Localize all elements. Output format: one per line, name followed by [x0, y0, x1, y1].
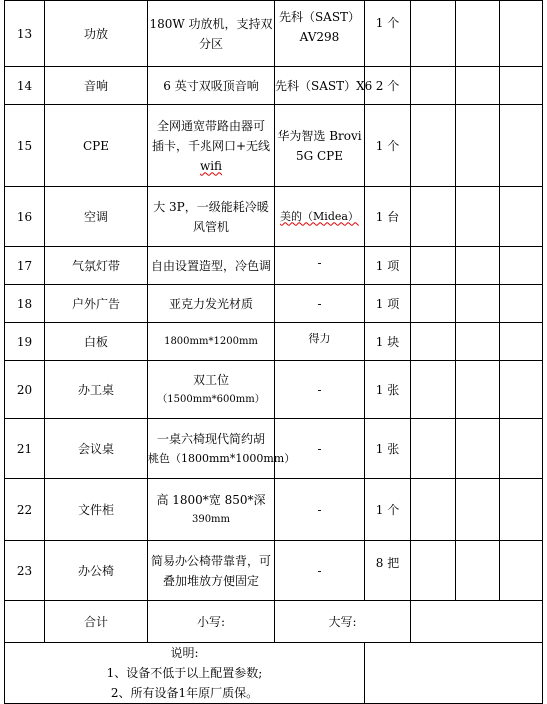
item-brand: - [275, 361, 365, 419]
notes-blank [365, 643, 543, 704]
notes [5, 643, 365, 704]
empty-cell [456, 1, 500, 67]
item-qty: 1 项 [365, 285, 411, 323]
item-brand: 美的（Midea） [275, 187, 365, 247]
empty-cell [411, 285, 456, 323]
empty-cell [411, 1, 456, 67]
empty-cell [500, 479, 543, 541]
item-name: 户外广告 [45, 285, 148, 323]
equipment-table [4, 0, 543, 704]
item-qty: 1 个 [365, 105, 411, 187]
item-name: 办公椅 [45, 541, 148, 601]
item-name: 空调 [45, 187, 148, 247]
empty-cell [456, 105, 500, 187]
item-name: 音响 [45, 67, 148, 105]
item-config: 6 英寸双吸顶音响 [148, 67, 275, 105]
item-brand: 得力 [275, 323, 365, 361]
empty-cell [411, 105, 456, 187]
empty-cell [456, 285, 500, 323]
row-number: 17 [5, 247, 45, 285]
item-qty: 1 个 [365, 1, 411, 67]
note-line: 1、设备不低于以上配置参数; [106, 666, 263, 680]
table-row [5, 541, 543, 601]
empty-cell [500, 419, 543, 479]
row-number: 18 [5, 285, 45, 323]
item-qty: 1 张 [365, 419, 411, 479]
empty-cell [411, 247, 456, 285]
notes-title: 说明: [170, 646, 199, 660]
empty-cell [411, 479, 456, 541]
item-name: 办工桌 [45, 361, 148, 419]
item-config: 亚克力发光材质 [148, 285, 275, 323]
empty-cell [500, 361, 543, 419]
table-row [5, 105, 543, 187]
table-row [5, 67, 543, 105]
empty-cell [411, 361, 456, 419]
empty-cell [456, 419, 500, 479]
table-row [5, 285, 543, 323]
total-label: 合计 [45, 601, 148, 643]
item-config: 1800mm*1200mm [148, 323, 275, 361]
empty-cell [500, 285, 543, 323]
empty-cell [411, 323, 456, 361]
table-row [5, 323, 543, 361]
item-name: CPE [45, 105, 148, 187]
item-config: 自由设置造型，冷色调 [148, 247, 275, 285]
item-brand: 先科（SAST） AV298 [275, 1, 365, 67]
row-number: 14 [5, 67, 45, 105]
empty-cell [456, 187, 500, 247]
row-number: 20 [5, 361, 45, 419]
item-qty: 1 块 [365, 323, 411, 361]
item-config: 180W 功放机，支持双 分区 [148, 1, 275, 67]
empty-cell [456, 479, 500, 541]
table-row [5, 1, 543, 67]
note-line: 2、所有设备1年原厂质保。 [110, 686, 259, 700]
item-qty: 1 张 [365, 361, 411, 419]
empty-cell [500, 105, 543, 187]
empty-cell [456, 247, 500, 285]
empty-cell [456, 541, 500, 601]
total-row [5, 601, 543, 643]
row-number: 15 [5, 105, 45, 187]
item-brand: - [275, 419, 365, 479]
item-brand: - [275, 479, 365, 541]
empty-cell [500, 323, 543, 361]
empty-cell [5, 601, 45, 643]
empty-cell [500, 247, 543, 285]
empty-cell [500, 187, 543, 247]
item-qty: 8 把 [365, 541, 411, 601]
item-brand: 先科（SAST）X6 [275, 67, 365, 105]
empty-cell [500, 541, 543, 601]
row-number: 19 [5, 323, 45, 361]
item-name: 白板 [45, 323, 148, 361]
item-qty: 1 项 [365, 247, 411, 285]
empty-cell [411, 67, 456, 105]
row-number: 23 [5, 541, 45, 601]
empty-cell [500, 67, 543, 105]
item-config: 全网通宽带路由器可 插卡，千兆网口+无线 wifi [148, 105, 275, 187]
row-number: 22 [5, 479, 45, 541]
empty-cell [500, 1, 543, 67]
table-row [5, 419, 543, 479]
total-big-label: 大写: [275, 601, 411, 643]
row-number: 21 [5, 419, 45, 479]
empty-cell [411, 187, 456, 247]
item-config: 双工位 （1500mm*600mm） [148, 361, 275, 419]
row-number: 16 [5, 187, 45, 247]
item-config: 高 1800*宽 850*深 390mm [148, 479, 275, 541]
total-value-cell [411, 601, 543, 643]
empty-cell [456, 323, 500, 361]
table-row [5, 361, 543, 419]
table-row [5, 187, 543, 247]
row-number: 13 [5, 1, 45, 67]
empty-cell [411, 419, 456, 479]
total-small-label: 小写: [148, 601, 275, 643]
table-row [5, 247, 543, 285]
item-qty: 1 个 [365, 479, 411, 541]
item-config: 大 3P，一级能耗冷暖 风管机 [148, 187, 275, 247]
table-row [5, 479, 543, 541]
item-name: 功放 [45, 1, 148, 67]
item-brand: - [275, 541, 365, 601]
item-brand: 华为智选 Brovi 5G CPE [275, 105, 365, 187]
item-qty: 2 个 [365, 67, 411, 105]
empty-cell [456, 361, 500, 419]
item-name: 气氛灯带 [45, 247, 148, 285]
empty-cell [456, 67, 500, 105]
item-brand: - [275, 247, 365, 285]
item-config: 简易办公椅带靠背，可 叠加堆放方便固定 [148, 541, 275, 601]
item-brand: - [275, 285, 365, 323]
item-config: 一桌六椅现代简约胡 桃色（1800mm*1000mm） [148, 419, 275, 479]
item-name: 会议桌 [45, 419, 148, 479]
empty-cell [411, 541, 456, 601]
item-qty: 1 台 [365, 187, 411, 247]
notes-row [5, 643, 543, 704]
item-name: 文件柜 [45, 479, 148, 541]
